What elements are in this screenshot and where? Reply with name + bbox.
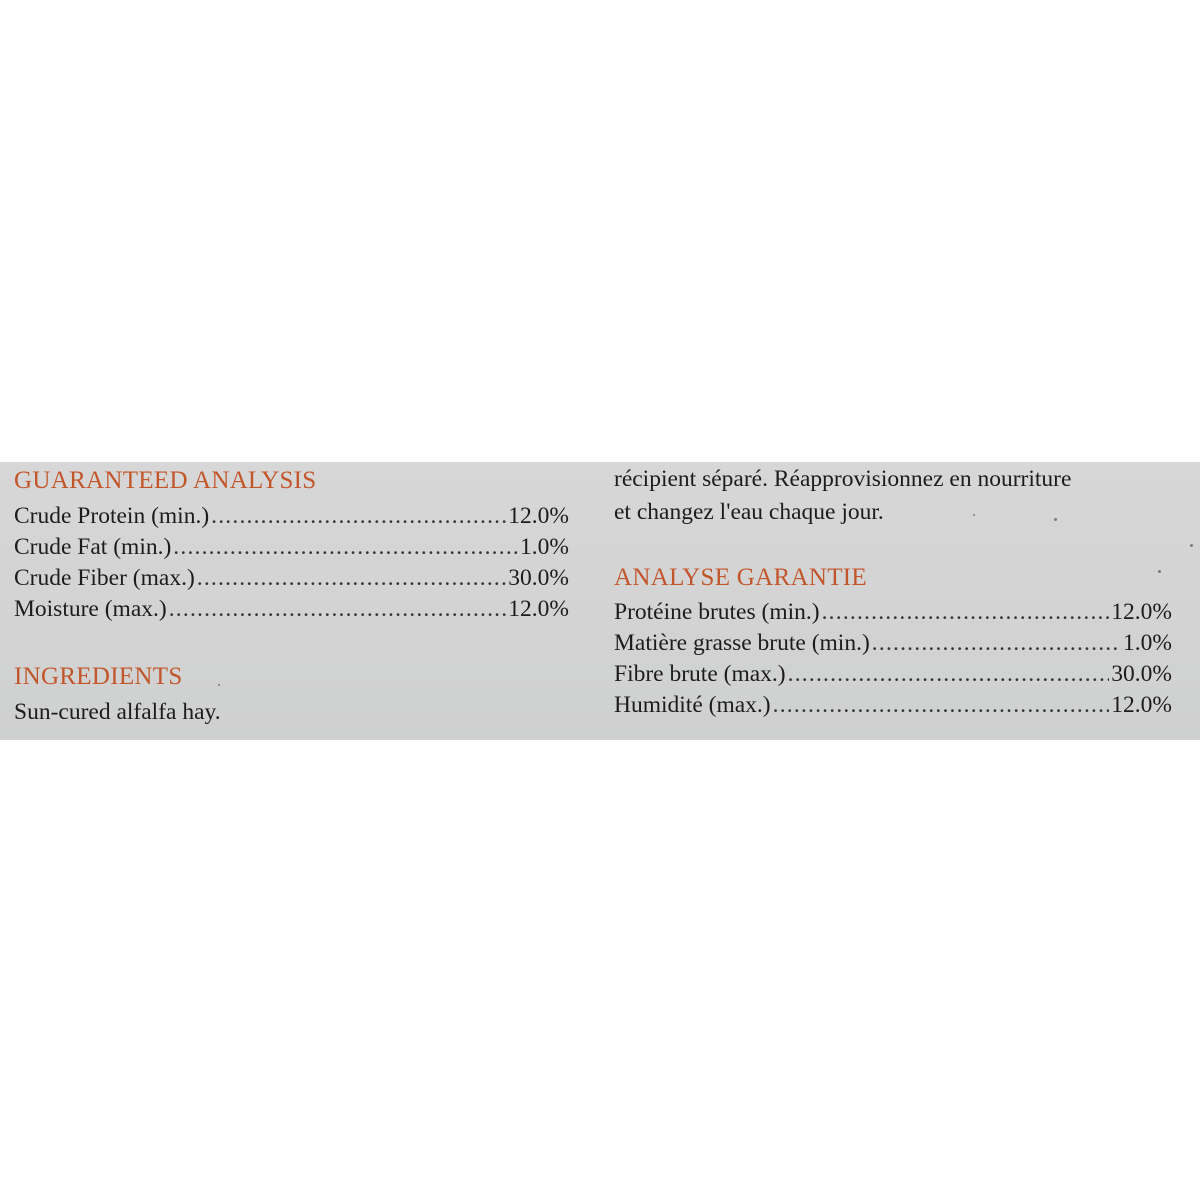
analysis-row bbox=[14, 563, 569, 594]
leader-dots bbox=[822, 597, 1110, 628]
nutrient-name: Humidité (max.) bbox=[614, 692, 771, 718]
nutrition-label-panel bbox=[0, 462, 1200, 740]
leader-dots bbox=[788, 659, 1110, 690]
nutrient-name: Moisture (max.) bbox=[14, 596, 167, 622]
nutrient-name: Crude Protein (min.) bbox=[14, 503, 210, 529]
nutrient-value: 12.0% bbox=[508, 596, 569, 622]
leader-dots bbox=[773, 690, 1110, 721]
nutrient-value: 30.0% bbox=[508, 565, 569, 591]
nutrient-value: 12.0% bbox=[1111, 599, 1172, 625]
analysis-table-en bbox=[14, 501, 569, 625]
analysis-row bbox=[14, 501, 569, 532]
nutrient-value: 1.0% bbox=[1123, 630, 1172, 656]
analysis-table-fr bbox=[614, 597, 1172, 721]
nutrient-value: 12.0% bbox=[508, 503, 569, 529]
leader-dots bbox=[169, 594, 507, 625]
nutrient-name: Matière grasse brute (min.) bbox=[614, 630, 870, 656]
print-speck bbox=[1190, 544, 1193, 547]
nutrient-name: Fibre brute (max.) bbox=[614, 661, 786, 687]
print-speck bbox=[1054, 518, 1057, 521]
nutrient-name: Crude Fiber (max.) bbox=[14, 565, 195, 591]
print-speck bbox=[218, 684, 220, 686]
leader-dots bbox=[872, 628, 1121, 659]
analysis-row bbox=[14, 532, 569, 563]
instructions-line-2: et changez l'eau chaque jour. bbox=[614, 499, 884, 525]
ingredients-heading: INGREDIENTS bbox=[14, 663, 183, 690]
analysis-row bbox=[614, 690, 1172, 721]
nutrient-value: 1.0% bbox=[520, 534, 569, 560]
print-speck bbox=[1158, 570, 1161, 573]
analysis-row bbox=[614, 628, 1172, 659]
analysis-row bbox=[614, 597, 1172, 628]
nutrient-value: 12.0% bbox=[1111, 692, 1172, 718]
leader-dots bbox=[197, 563, 507, 594]
ingredients-text: Sun-cured alfalfa hay. bbox=[14, 699, 221, 725]
leader-dots bbox=[211, 501, 506, 532]
instructions-line-1: récipient séparé. Réapprovisionnez en nourriture bbox=[614, 466, 1072, 492]
print-speck bbox=[973, 514, 975, 516]
nutrient-value: 30.0% bbox=[1111, 661, 1172, 687]
analyse-garantie-heading: ANALYSE GARANTIE bbox=[614, 564, 867, 591]
analysis-row bbox=[614, 659, 1172, 690]
nutrient-name: Protéine brutes (min.) bbox=[614, 599, 820, 625]
analysis-row bbox=[14, 594, 569, 625]
nutrient-name: Crude Fat (min.) bbox=[14, 534, 172, 560]
guaranteed-analysis-heading: GUARANTEED ANALYSIS bbox=[14, 467, 317, 494]
leader-dots bbox=[173, 532, 518, 563]
